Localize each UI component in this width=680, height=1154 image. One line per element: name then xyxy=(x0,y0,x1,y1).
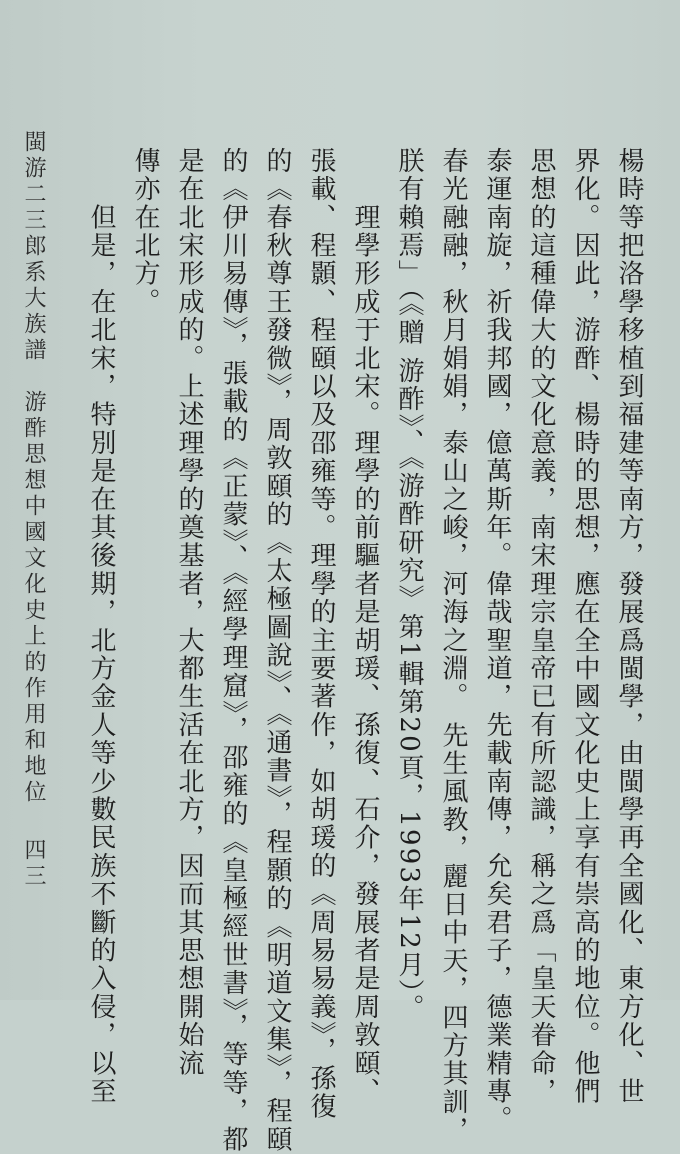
text-line-1: 楊時等把洛學移植到福建等南方，發展爲閩學，由閩學再全國化、東方化、世 xyxy=(614,147,644,1106)
book-title-header: 閩游二三郎系大族譜 xyxy=(21,130,46,364)
text-line-13: 但是，在北宋，特別是在其後期，北方金人等少數民族不斷的入侵，以至 xyxy=(86,147,116,1106)
text-line-9: 的《春秋尊王發微》，周敦頤的《太極圖說》、《通書》，程顥的《明道文集》，程頤 xyxy=(262,147,292,1154)
text-line-4: 泰運南旋，祈我邦國，億萬斯年。偉哉聖道，先載南傳，允矣君子，德業精專。 xyxy=(482,147,512,1134)
text-line-12: 傳亦在北方。 xyxy=(130,147,160,317)
text-line-10: 的《伊川易傳》，張載的《正蒙》、《經學理窟》，邵雍的《皇極經世書》，等等，都 xyxy=(218,147,248,1154)
text-line-5: 春光融融，秋月娟娟，泰山之峻，河海之淵。 先生風教，麗日中天，四方其訓， xyxy=(438,147,468,1145)
chapter-title-header: 游酢思想中國文化史上的作用和地位 xyxy=(21,390,46,806)
text-line-2: 界化。因此，游酢、楊時的思想，應在全中國文化史上享有崇高的地位。他們 xyxy=(570,147,600,1106)
text-line-11: 是在北宋形成的。上述理學的奠基者，大都生活在北方，因而其思想開始流 xyxy=(174,147,204,1078)
text-line-6: 朕有賴焉」（《贈 游酢》、《游酢研究》第1輯第20頁，1993年12月）。 xyxy=(394,147,424,1023)
text-line-3: 思想的這種偉大的文化意義，南宋理宗皇帝已有所認識，稱之爲「皇天眷命， xyxy=(526,147,556,1106)
text-line-8: 張載、程顥、程頤以及邵雍等。理學的主要著作，如胡瑗的《周易易義》，孫復 xyxy=(306,147,336,1121)
text-line-7: 理學形成于北宋。理學的前驅者是胡瑗、孫復、石介，發展者是周敦頤、 xyxy=(350,147,380,1106)
page-number: 四三 xyxy=(21,838,46,890)
